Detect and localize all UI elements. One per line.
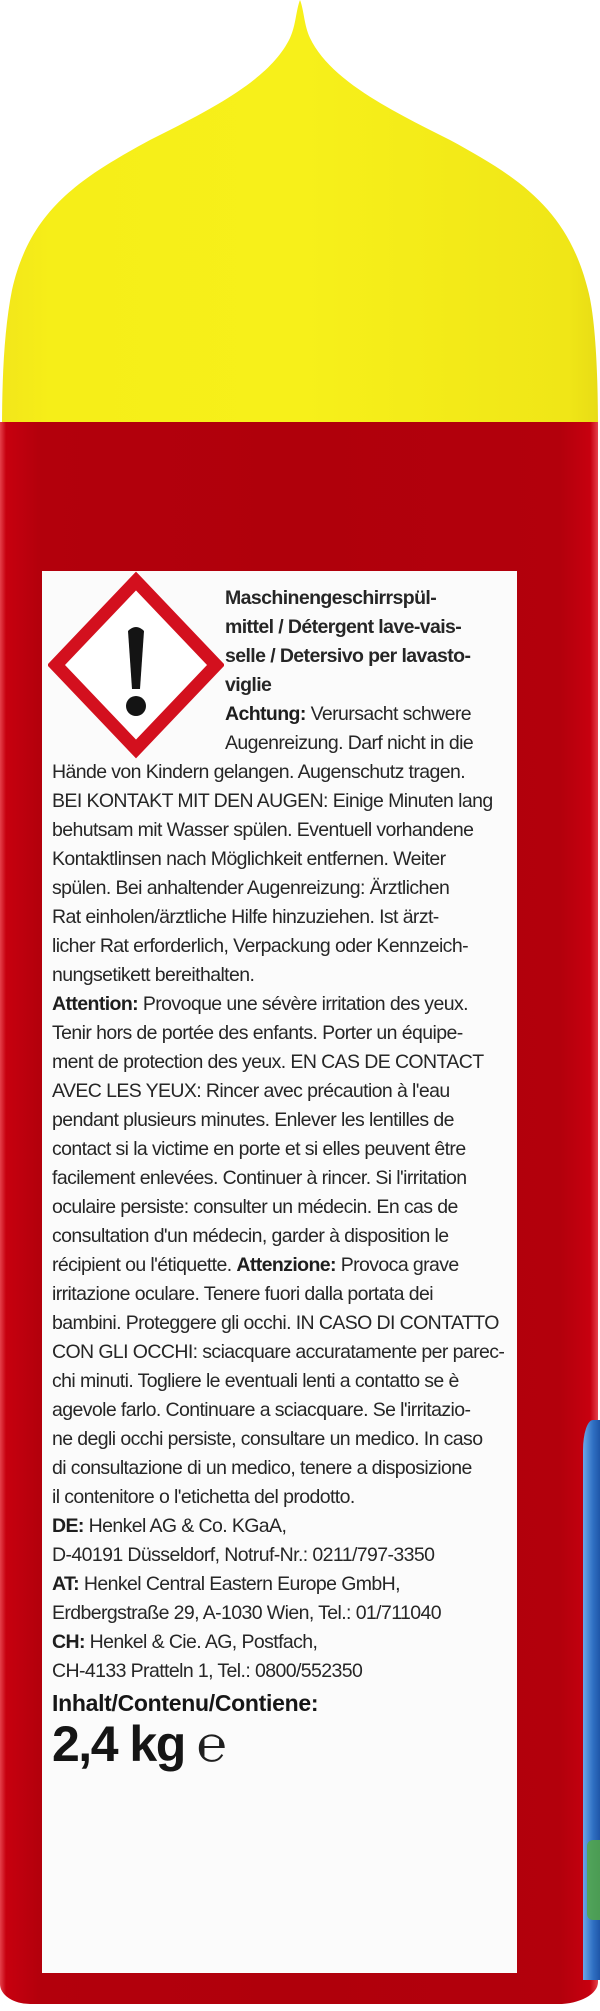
front-panel-edge: [583, 1420, 600, 1980]
contents-label: Inhalt/Contenu/Contiene:: [52, 1690, 319, 1716]
manufacturer-ch: CH: Henkel & Cie. AG, Postfach,: [52, 1631, 318, 1653]
net-weight-value: 2,4 kg: [52, 1716, 185, 1772]
warning-it: irritazione oculare. Tenere fuori dalla portata dei bambini. Proteggere gli occhi. IN CASO DI CONTATTO CON GLI OCCHI: sciacquare accuratamente per parec- chi minuti. Togliere le eventuali lenti a contatto se è agevole farlo. Continuare a sciacquare. Se l'irritazio- ne degli occhi persiste, consultare un medico. In caso di consultazione di un medico, tenere a disposizione il contenitore o l'etichetta del prodotto.: [52, 1283, 505, 1508]
warning-fr: Attention: Provoque une sévère irritation des yeux. Tenir hors de portée des enfants. Porter un équipe- ment de protection des yeux. EN CAS DE CONTACT AVEC LES YEUX: Rincer avec précaution à l'eau pendant plusieurs minutes. Enlever les lentilles de contact si la victime en porte et si elles peuvent être facilement enlevées. Continuer à rincer. Si l'irritation oculaire persiste: consulter un médecin. En cas de consultation d'un médecin, garder à disposition le récipient ou l'étiquette. Attenzione: Provoca grave: [52, 993, 484, 1276]
front-panel-graphic: [587, 1840, 600, 1920]
warning-de: Achtung: Verursacht schwere Augenreizung. Darf nicht in die Hände von Kindern gelangen. Augenschutz tragen. BEI KONTAKT MIT DEN AUGEN: Einige Minuten lang behutsam mit Wasser spülen. Eventuell vorhandene Kontaktlinsen nach Möglichkeit entfernen. Weiter spülen. Bei anhaltender Augenreizung: Ärztlichen Rat einholen/ärztliche Hilfe hinzuziehen. Ist ärzt- licher Rat erforderlich, Verpackung oder Kennzeich- nungsetikett bereithalten.: [52, 703, 493, 986]
product-title-line: Maschinengeschirrspül-: [225, 587, 437, 609]
net-weight: [42, 1716, 517, 1772]
ghs07-exclamation-mark-icon: [48, 571, 224, 759]
product-title-line: selle / Detersivo per lavasto-: [225, 645, 471, 667]
manufacturer-de: DE: Henkel AG & Co. KGaA,: [52, 1515, 287, 1537]
bottle-cap: [0, 0, 600, 430]
signal-word-de: Achtung:: [225, 703, 306, 725]
signal-word-it: Attenzione:: [236, 1254, 336, 1276]
signal-word-fr: Attention:: [52, 993, 139, 1015]
back-label: [42, 571, 517, 1973]
manufacturer-at: AT: Henkel Central Eastern Europe GmbH,: [52, 1573, 400, 1595]
product-title-line: mittel / Détergent lave-vais-: [225, 616, 462, 638]
product-title-line: viglie: [225, 674, 272, 696]
manufacturer-addresses: DE: Henkel AG & Co. KGaA, D-40191 Düsseldorf, Notruf-Nr.: 0211/797-3350 AT: Henkel Central Eastern Europe GmbH, Erdbergstraße 29, A-1030 Wien, Tel.: 01/711040 CH: Henkel & Cie. AG, Postfach, CH-4133 Pratteln 1, Tel.: 0800/552350: [42, 1512, 517, 1686]
product-title: [225, 584, 510, 700]
estimated-sign-icon: ℮: [196, 1715, 227, 1773]
